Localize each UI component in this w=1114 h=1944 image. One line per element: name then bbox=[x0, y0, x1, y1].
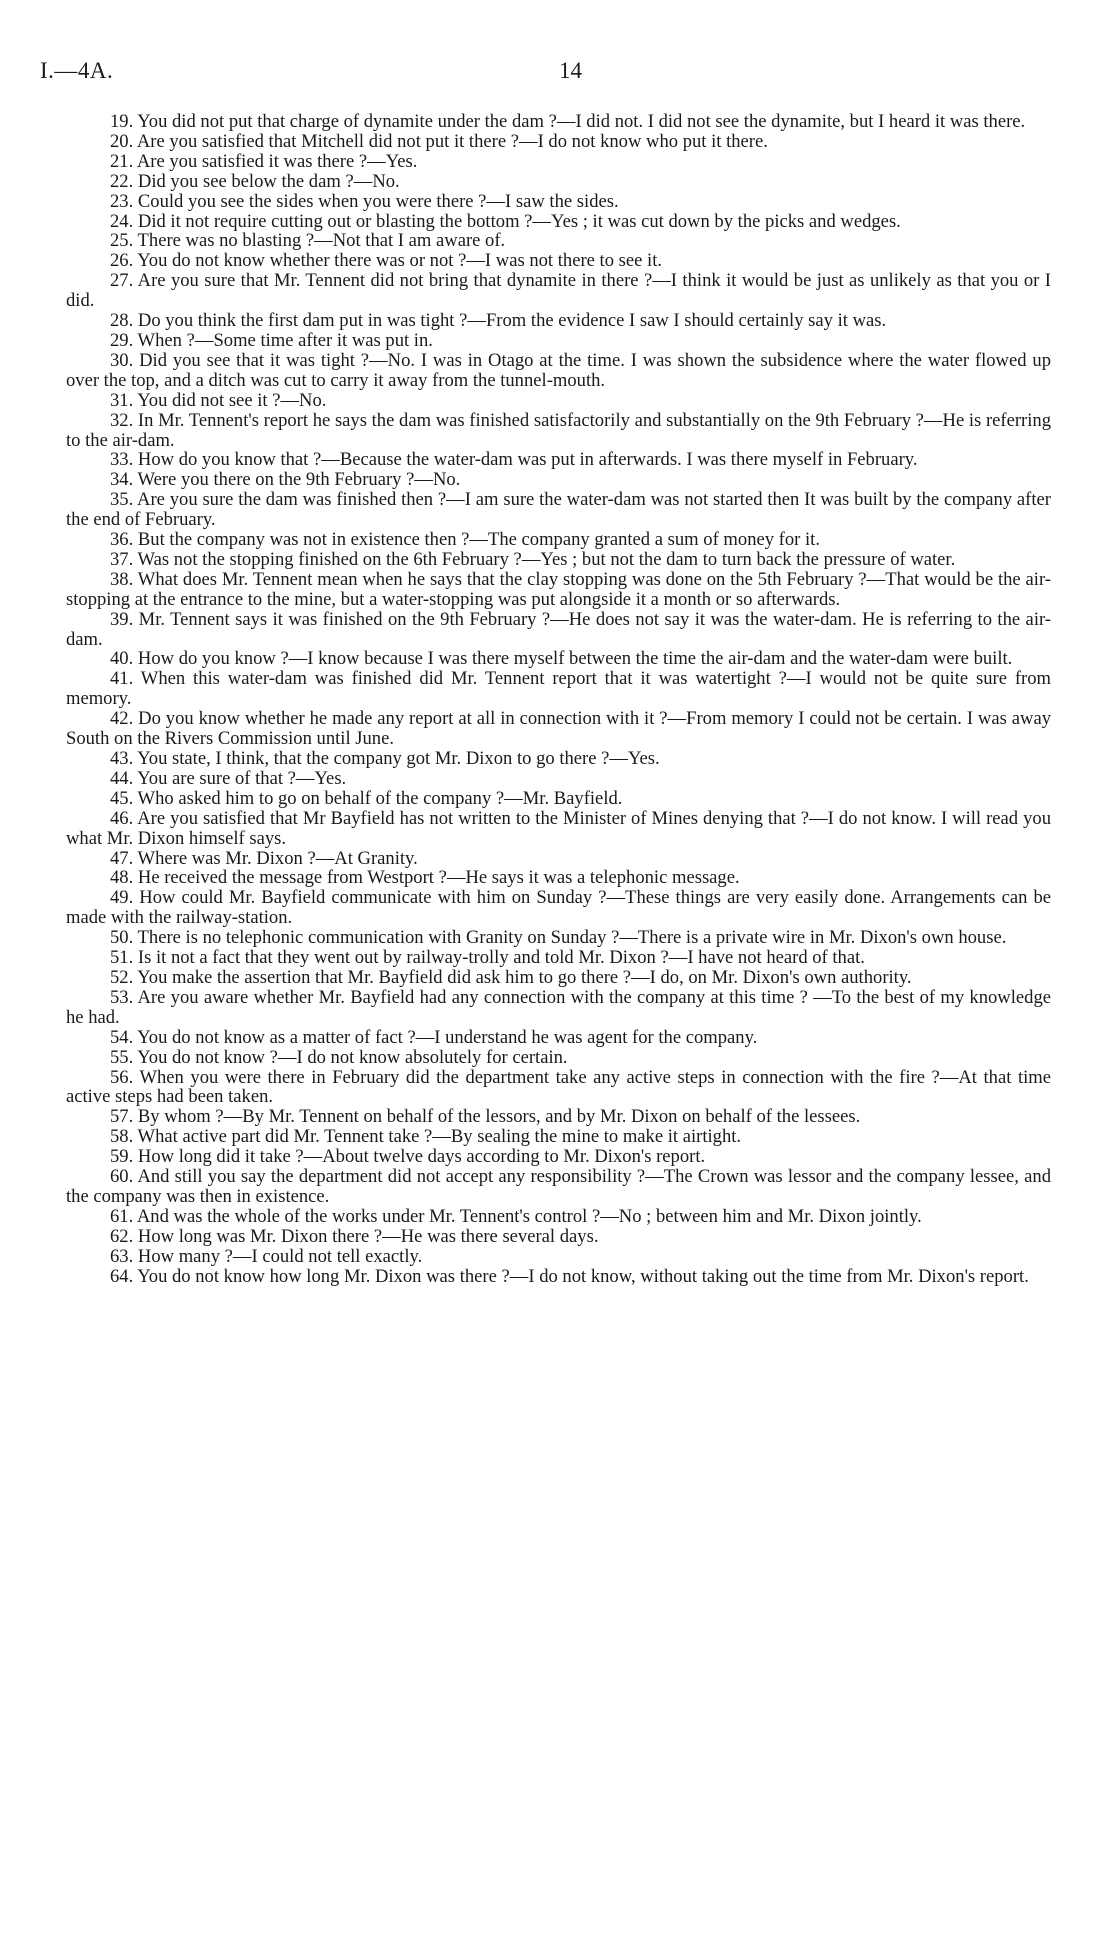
question-entry: 62. How long was Mr. Dixon there ?—He was there several days. bbox=[110, 1225, 599, 1247]
question-entry: 42. Do you know whether he made any report at all in connection with it ?—From memory I could not be certain. I was away South on the Rivers Commission until June. bbox=[66, 708, 1051, 750]
question-entry: 58. What active part did Mr. Tennent take ?—By sealing the mine to make it airtight. bbox=[110, 1126, 742, 1148]
question-entry: 36. But the company was not in existence then ?—The company granted a sum of money for it. bbox=[110, 529, 820, 551]
question-entry: 28. Do you think the first dam put in was tight ?—From the evidence I saw I should certainly say it was. bbox=[110, 310, 887, 332]
question-entry: 31. You did not see it ?—No. bbox=[110, 389, 327, 411]
question-entry: 44. You are sure of that ?—Yes. bbox=[110, 767, 347, 789]
question-entry: 49. How could Mr. Bayfield communicate with him on Sunday ?—These things are very easily done. Arrangements can be made with the railway-station. bbox=[66, 887, 1051, 929]
question-entry: 41. When this water-dam was finished did Mr. Tennent report that it was watertight ?—I would not be quite sure from memory. bbox=[66, 668, 1051, 710]
question-entry: 45. Who asked him to go on behalf of the company ?—Mr. Bayfield. bbox=[110, 787, 623, 809]
question-entry: 53. Are you aware whether Mr. Bayfield had any connection with the company at this time ? —To the best of my knowledge he had. bbox=[66, 986, 1051, 1028]
evidence-text bbox=[66, 112, 1051, 1286]
question-entry: 22. Did you see below the dam ?—No. bbox=[110, 170, 400, 192]
question-entry: 51. Is it not a fact that they went out by railway-trolly and told Mr. Dixon ?—I have not heard of that. bbox=[110, 947, 865, 969]
question-entry: 25. There was no blasting ?—Not that I am aware of. bbox=[110, 230, 506, 252]
question-entry: 19. You did not put that charge of dynamite under the dam ?—I did not. I did not see the dynamite, but I heard it was there. bbox=[110, 111, 1026, 132]
question-entry: 35. Are you sure the dam was finished then ?—I am sure the water-dam was not started then It was built by the company after the end of February. bbox=[66, 489, 1051, 531]
question-entry: 59. How long did it take ?—About twelve days according to Mr. Dixon's report. bbox=[110, 1146, 706, 1168]
question-entry: 63. How many ?—I could not tell exactly. bbox=[110, 1245, 423, 1267]
question-entry: 30. Did you see that it was tight ?—No. I was in Otago at the time. I was shown the subsidence where the water flowed up over the top, and a ditch was cut to carry it away from the tunnel-mouth. bbox=[66, 349, 1051, 391]
question-entry: 52. You make the assertion that Mr. Bayfield did ask him to go there ?—I do, on Mr. Dixon's own authority. bbox=[110, 966, 912, 988]
question-entry: 54. You do not know as a matter of fact ?—I understand he was agent for the company. bbox=[110, 1026, 758, 1048]
document-reference: I.—4A. bbox=[40, 58, 114, 83]
question-entry: 40. How do you know ?—I know because I was there myself between the time the air-dam and the water-dam were built. bbox=[110, 648, 1013, 670]
question-entry: 34. Were you there on the 9th February ?—No. bbox=[110, 469, 461, 491]
question-entry: 57. By whom ?—By Mr. Tennent on behalf of the lessors, and by Mr. Dixon on behalf of the lessees. bbox=[110, 1106, 861, 1128]
question-entry: 50. There is no telephonic communication with Granity on Sunday ?—There is a private wire in Mr. Dixon's own house. bbox=[110, 927, 1007, 949]
question-entry: 20. Are you satisfied that Mitchell did not put it there ?—I do not know who put it there. bbox=[110, 130, 768, 152]
question-entry: 26. You do not know whether there was or not ?—I was not there to see it. bbox=[110, 250, 663, 272]
question-entry: 55. You do not know ?—I do not know absolutely for certain. bbox=[110, 1046, 568, 1068]
question-entry: 27. Are you sure that Mr. Tennent did not bring that dynamite in there ?—I think it would be just as unlikely as that you or I did. bbox=[66, 270, 1051, 312]
question-entry: 32. In Mr. Tennent's report he says the dam was finished satisfactorily and substantially on the 9th February ?—He is referring to the air-dam. bbox=[66, 409, 1051, 451]
question-entry: 24. Did it not require cutting out or blasting the bottom ?—Yes ; it was cut down by the picks and wedges. bbox=[110, 210, 901, 232]
question-entry: 23. Could you see the sides when you were there ?—I saw the sides. bbox=[110, 190, 619, 212]
question-entry: 64. You do not know how long Mr. Dixon was there ?—I do not know, without taking out the time from Mr. Dixon's report. bbox=[110, 1265, 1029, 1287]
question-entry: 61. And was the whole of the works under Mr. Tennent's control ?—No ; between him and Mr. Dixon jointly. bbox=[110, 1205, 922, 1227]
question-entry: 37. Was not the stopping finished on the 6th February ?—Yes ; but not the dam to turn back the pressure of water. bbox=[110, 548, 956, 570]
question-entry: 38. What does Mr. Tennent mean when he says that the clay stopping was done on the 5th February ?—That would be the air-stopping at the entrance to the mine, but a water-stopping was put alongside it a month or so afterwards. bbox=[66, 568, 1051, 610]
question-entry: 47. Where was Mr. Dixon ?—At Granity. bbox=[110, 847, 418, 869]
page-number: 14 bbox=[559, 58, 582, 83]
question-entry: 33. How do you know that ?—Because the water-dam was put in afterwards. I was there myself in February. bbox=[110, 449, 918, 471]
question-entry: 29. When ?—Some time after it was put in. bbox=[110, 329, 433, 351]
question-entry: 43. You state, I think, that the company got Mr. Dixon to go there ?—Yes. bbox=[110, 748, 660, 769]
question-entry: 60. And still you say the department did not accept any responsibility ?—The Crown was lessor and the company lessee, and the company was then in existence. bbox=[66, 1166, 1051, 1207]
question-entry: 56. When you were there in February did the department take any active steps in connection with the fire ?—At that time active steps had been taken. bbox=[66, 1066, 1051, 1108]
page-header bbox=[40, 58, 1064, 94]
question-entry: 39. Mr. Tennent says it was finished on the 9th February ?—He does not say it was the water-dam. He is referring to the air-dam. bbox=[66, 608, 1051, 650]
question-entry: 48. He received the message from Westport ?—He says it was a telephonic message. bbox=[110, 867, 740, 889]
question-entry: 46. Are you satisfied that Mr Bayfield has not written to the Minister of Mines denying that ?—I do not know. I will read you what Mr. Dixon himself says. bbox=[66, 807, 1051, 849]
question-entry: 21. Are you satisfied it was there ?—Yes. bbox=[110, 150, 418, 172]
